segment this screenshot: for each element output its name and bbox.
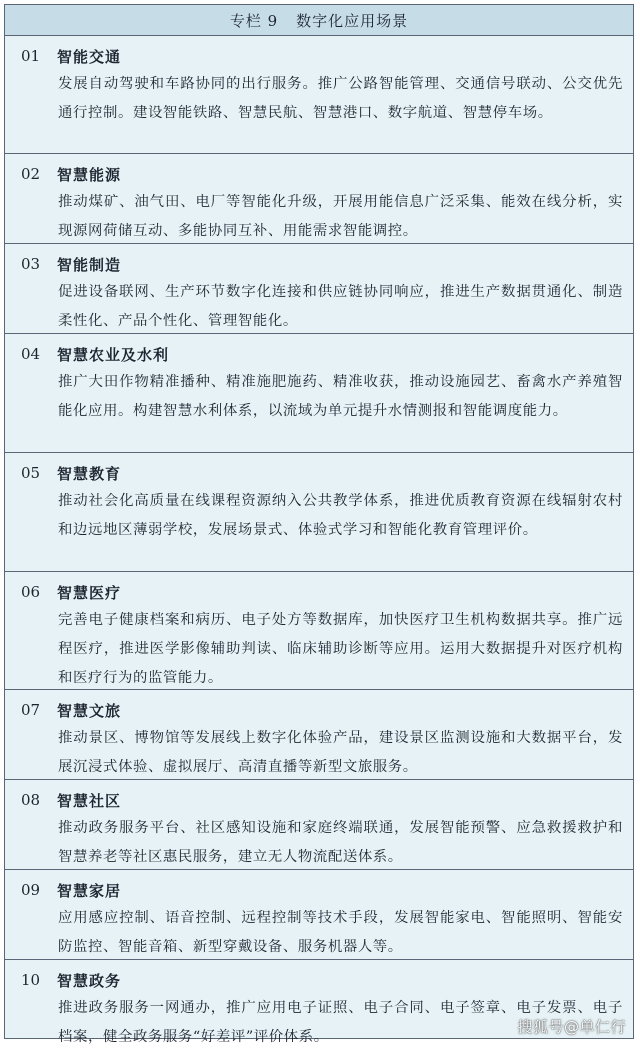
scenario-title: 智慧医疗 [57,583,122,602]
scenario-title: 智慧文旅 [57,701,122,720]
scenario-text: 推进政务服务一网通办，推广应用电子证照、电子合同、电子签章、电子发票、电子档案，健全政务服务“好差评”评价体系。 [58,1000,623,1045]
scenario-index: 01 [21,47,41,65]
scenario-row [5,334,633,453]
scenario-index: 02 [21,165,41,183]
scenario-row [5,453,633,572]
scenario-text: 推动政务服务平台、社区感知设施和家庭终端联通，发展智能预警、应急救援救护和智慧养老等社区惠民服务，建立无人物流配送体系。 [58,820,623,865]
scenario-text: 推动社会化高质量在线课程资源纳入公共教学体系，推进优质教育资源在线辐射农村和边远地区薄弱学校，发展场景式、体验式学习和智能化教育管理评价。 [58,493,623,538]
scenario-row [5,36,633,154]
scenario-row [5,780,633,870]
scenario-title: 智慧农业及水利 [57,345,170,364]
scenario-title: 智慧能源 [57,165,122,184]
scenario-row [5,154,633,244]
scenario-index: 10 [21,971,41,989]
source-watermark: 搜狐号@单仁行 [517,1018,626,1036]
scenario-index: 04 [21,345,41,363]
scenario-index: 05 [21,464,41,482]
scenario-row [5,244,633,334]
scenario-text: 完善电子健康档案和病历、电子处方等数据库，加快医疗卫生机构数据共享。推广远程医疗，推进医学影像辅助判读、临床辅助诊断等应用。运用大数据提升对医疗机构和医疗行为的监管能力。 [58,612,623,686]
column-box [4,4,634,1045]
scenario-title: 智慧社区 [57,791,122,810]
scenario-title: 智慧政务 [57,971,122,990]
column-number: 专栏 9 [229,11,279,30]
scenario-index: 06 [21,583,41,601]
scenario-text: 推动煤矿、油气田、电厂等智能化升级，开展用能信息广泛采集、能效在线分析，实现源网荷储互动、多能协同互补、用能需求智能调控。 [58,194,623,239]
column-title: 数字化应用场景 [296,11,409,30]
scenario-title: 智能制造 [57,255,122,274]
scenario-title: 智慧教育 [57,464,122,483]
scenario-text: 推动景区、博物馆等发展线上数字化体验产品，建设景区监测设施和大数据平台，发展沉浸式体验、虚拟展厅、高清直播等新型文旅服务。 [58,730,623,775]
scenario-index: 09 [21,881,41,899]
scenario-index: 08 [21,791,41,809]
scenario-index: 03 [21,255,41,273]
scenario-text: 发展自动驾驶和车路协同的出行服务。推广公路智能管理、交通信号联动、公交优先通行控制。建设智能铁路、智慧民航、智慧港口、数字航道、智慧停车场。 [58,76,623,121]
scenario-row [5,870,633,960]
scenario-text: 推广大田作物精准播种、精准施肥施药、精准收获，推动设施园艺、畜禽水产养殖智能化应用。构建智慧水利体系，以流域为单元提升水情测报和智能调度能力。 [58,374,623,419]
scenario-row [5,690,633,780]
scenario-index: 07 [21,701,41,719]
scenario-row [5,572,633,690]
scenario-title: 智能交通 [57,47,122,66]
scenario-text: 应用感应控制、语音控制、远程控制等技术手段，发展智能家电、智能照明、智能安防监控、智能音箱、新型穿戴设备、服务机器人等。 [58,910,623,955]
scenario-text: 促进设备联网、生产环节数字化连接和供应链协同响应，推进生产数据贯通化、制造柔性化、产品个性化、管理智能化。 [58,284,623,329]
column-header [5,5,633,36]
scenario-title: 智慧家居 [57,881,122,900]
